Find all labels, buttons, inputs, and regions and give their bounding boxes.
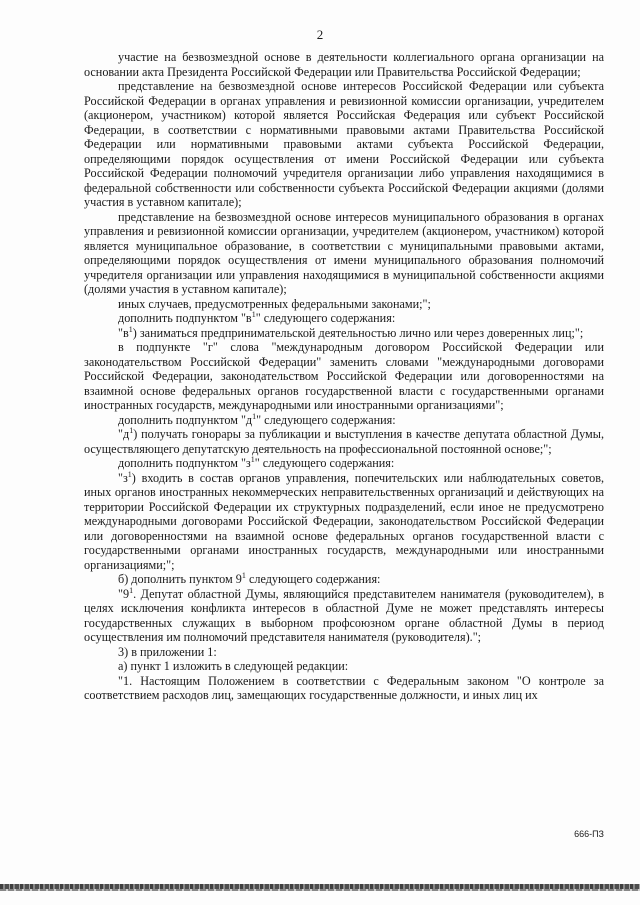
paragraph: иных случаев, предусмотренных федеральными законами;"; — [118, 296, 431, 311]
paragraph — [84, 326, 604, 341]
paragraph-text: " следующего содержания: — [255, 311, 396, 325]
superscript-index: 1 — [250, 454, 255, 464]
paragraph-text: б) дополнить пунктом 9 — [118, 572, 242, 586]
paragraph — [84, 311, 604, 326]
paragraph: представление на безвозмездной основе интересов Российской Федерации или субъекта Российской Федерации в органах управления и ревизионной комиссии организации, учредителем (акционером, участником) которой является Российская Федерация или субъект Российской Федерации, в соответствии с нормативными правовыми актами Правительства Российской Федерации или нормативными правовыми актами субъекта Российской Федерации, определяющими порядок осуществления от имени Российской Федерации или субъекта Российской Федерации полномочий учредителя организации либо управления находящимися в федеральной собственности или собственности субъекта Российской Федерации акциями (долями участия в уставном капитале); — [84, 79, 604, 209]
page-number: 2 — [316, 27, 324, 42]
paragraph — [84, 587, 604, 645]
paragraph: представление на безвозмездной основе интересов муниципального образования в органах управления и ревизионной комиссии организации, учредителем (акционером, участником) которой является муниципальное образование, в соответствии с муниципальными правовыми актами, определяющими порядок осуществления от имени муниципального образования полномочий учредителя организации или управления находящимися в муниципальной собственности акциями (долями участия в уставном капитале); — [84, 209, 604, 296]
document-body — [84, 50, 604, 703]
paragraph: участие на безвозмездной основе в деятельности коллегиального органа организации на основании акта Президента Российской Федерации или Правительства Российской Федерации; — [84, 50, 604, 79]
paragraph — [84, 456, 604, 471]
paragraph: "1. Настоящим Положением в соответствии с Федеральным законом "О контроле за соответствием расходов лиц, замещающих государственные должности, и иных лиц их — [84, 673, 604, 702]
paragraph — [84, 572, 604, 587]
paragraph-text: дополнить подпунктом "д — [118, 412, 253, 427]
paragraph-text: "9 — [118, 586, 130, 601]
superscript-index: 1 — [128, 324, 133, 334]
paragraph-text: "в — [118, 325, 129, 340]
superscript-index: 1 — [129, 585, 134, 595]
paragraph-text: ) получать гонорары за публикации и выступления в качестве депутата областной Думы, осуществляющего депутатскую деятельность на профессиональной постоянной основе;"; — [84, 427, 604, 456]
paragraph — [84, 427, 604, 456]
document-code: 666-ПЗ — [574, 829, 604, 839]
paragraph-text: "з — [118, 470, 128, 485]
paragraph-text: . Депутат областной Думы, являющийся представителем нанимателя (руководителем), в целях исключения конфликта интересов в областной Думе не может представлять интересы государственных служащих в выборном профсоюзном органе областной Думы в период осуществления им полномочий представителя нанимателя (руководителя)."; — [84, 586, 604, 644]
paragraph-text: ) входить в состав органов управления, попечительских или наблюдательных советов, иных органов иностранных некоммерческих неправительственных организаций и действующих на территории Российской Федерации их структурных подразделений, если иное не предусмотрено международными договорами Российской Федерации, законодательством Российской Федерации или договоренностями на взаимной основе федеральных органов государственной власти с государственными органами иностранных государств, международными или иностранными организациями;"; — [84, 470, 604, 572]
scan-artifact-edge-secondary — [0, 889, 640, 891]
paragraph-text: дополнить подпунктом "з — [118, 456, 251, 470]
paragraph — [84, 413, 604, 428]
superscript-index: 1 — [252, 411, 257, 421]
paragraph — [84, 471, 604, 573]
superscript-index: 1 — [127, 469, 132, 479]
superscript-index: 1 — [251, 309, 256, 319]
paragraph-text: " следующего содержания: — [254, 456, 395, 470]
superscript-index: 1 — [129, 425, 134, 435]
paragraph-text: " следующего содержания: — [256, 412, 396, 427]
paragraph: в подпункте "г" слова "международным договором Российской Федерации или законодательством Российской Федерации" заменить словами "международными договорами Российской Федерации, законодательством Российской Федерации или договоренностями на взаимной основе федеральных органов государственной власти с государственными органами иностранных государств, международными или иностранными организациями"; — [84, 340, 604, 412]
paragraph: а) пункт 1 изложить в следующей редакции: — [118, 659, 349, 673]
superscript-index: 1 — [241, 570, 246, 580]
paragraph: 3) в приложении 1: — [118, 644, 217, 659]
paragraph-text: "д — [118, 427, 130, 441]
paragraph-text: дополнить подпунктом "в — [118, 311, 252, 325]
paragraph-text: следующего содержания: — [245, 572, 381, 586]
paragraph-text: ) заниматься предпринимательской деятельностью лично или через доверенных лиц;"; — [132, 325, 584, 340]
